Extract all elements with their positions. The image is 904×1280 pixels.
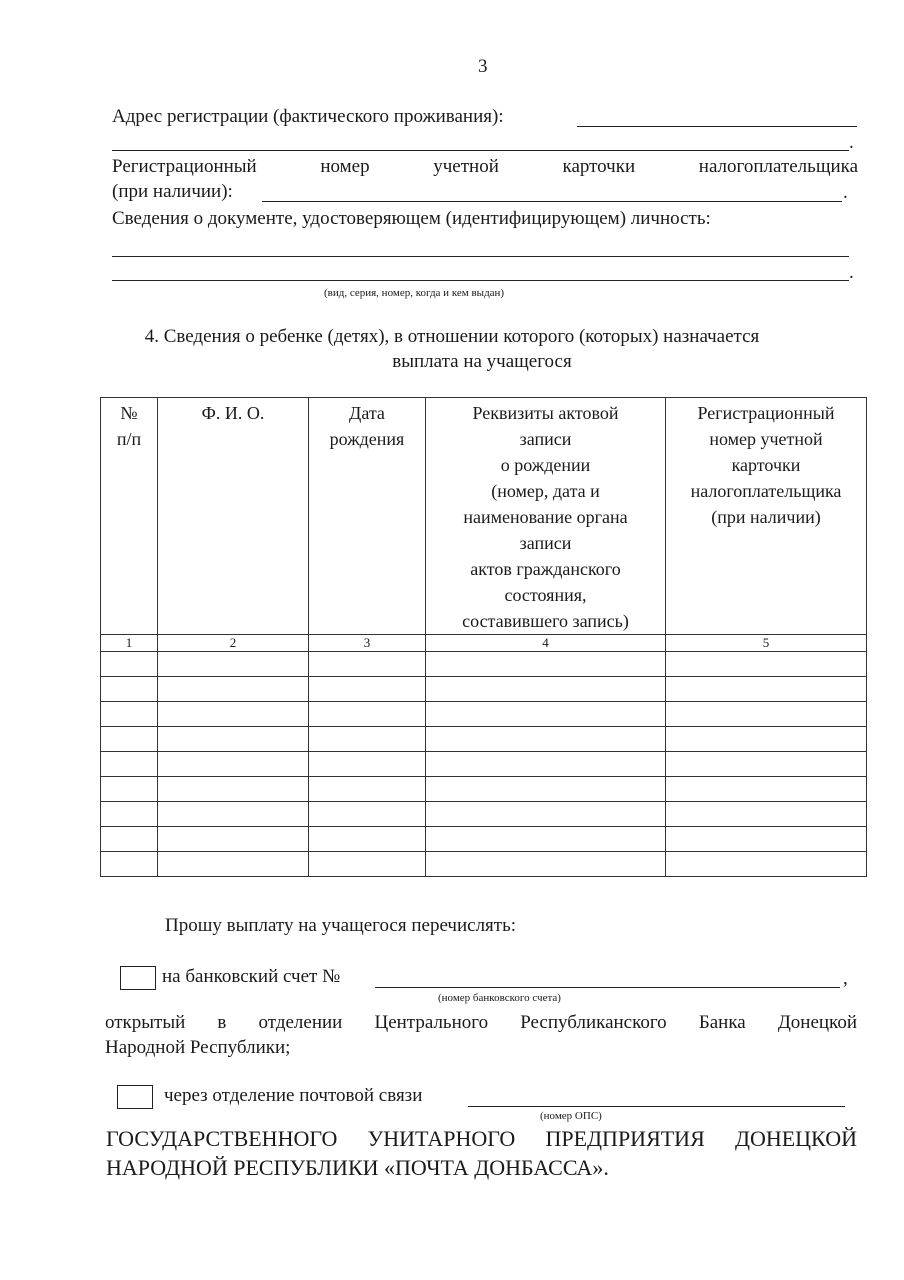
section4-title-line1: 4. Сведения о ребенке (детях), в отношении которого (которых) назначается: [144, 326, 760, 347]
tax-card-field-line[interactable]: [262, 201, 842, 202]
table-row: [101, 777, 867, 802]
bank-word: Центрального: [374, 1012, 489, 1033]
column-number: 4: [426, 635, 666, 652]
table-header-row: [101, 398, 867, 635]
table-cell[interactable]: [158, 852, 309, 877]
table-cell[interactable]: [309, 652, 426, 677]
bank-word: открытый: [105, 1012, 186, 1033]
tax-card-word: налогоплательщика: [698, 156, 858, 177]
bank-word: Республиканского: [520, 1012, 667, 1033]
table-cell[interactable]: [426, 652, 666, 677]
post-word: ДОНЕЦКОЙ: [734, 1126, 857, 1151]
table-cell[interactable]: [426, 777, 666, 802]
table-cell[interactable]: [666, 727, 867, 752]
table-cell[interactable]: [101, 677, 158, 702]
table-row: [101, 702, 867, 727]
table-cell[interactable]: [309, 677, 426, 702]
table-cell[interactable]: [101, 752, 158, 777]
bank-account-label: на банковский счет №: [162, 966, 341, 987]
table-cell[interactable]: [309, 777, 426, 802]
table-cell[interactable]: [158, 777, 309, 802]
tax-card-word: карточки: [562, 156, 636, 177]
table-cell[interactable]: [309, 702, 426, 727]
table-cell[interactable]: [309, 752, 426, 777]
bank-word: в: [217, 1012, 227, 1033]
bank-account-checkbox[interactable]: [120, 966, 156, 990]
table-cell[interactable]: [666, 802, 867, 827]
table-cell[interactable]: [666, 652, 867, 677]
bank-word: Банка: [698, 1012, 746, 1033]
table-cell[interactable]: [309, 827, 426, 852]
children-table: [100, 397, 867, 877]
table-cell[interactable]: [101, 802, 158, 827]
tax-card-word: Регистрационный: [112, 156, 257, 177]
header-birth-date: Дата рождения: [309, 398, 426, 635]
bank-account-caption: (номер банковского счета): [438, 992, 561, 1004]
table-cell[interactable]: [666, 752, 867, 777]
table-row: [101, 727, 867, 752]
bank-account-field-line[interactable]: [375, 987, 840, 988]
table-cell[interactable]: [158, 677, 309, 702]
post-office-field-line[interactable]: [468, 1106, 845, 1107]
identity-period: .: [849, 262, 854, 283]
address-field-line-1[interactable]: [577, 126, 857, 127]
table-cell[interactable]: [158, 827, 309, 852]
table-cell[interactable]: [426, 677, 666, 702]
table-cell[interactable]: [666, 777, 867, 802]
identity-field-line-2[interactable]: [112, 280, 849, 281]
post-word: ПРЕДПРИЯТИЯ: [545, 1126, 705, 1151]
column-number: 1: [101, 635, 158, 652]
tax-card-label-line1: [112, 156, 858, 178]
address-period: .: [849, 132, 854, 153]
table-cell[interactable]: [101, 702, 158, 727]
table-cell[interactable]: [158, 727, 309, 752]
header-tax-number: Регистрационный номер учетной карточки налогоплательщика (при наличии): [666, 398, 867, 635]
post-office-caption: (номер ОПС): [540, 1110, 602, 1122]
post-description-line1: [106, 1126, 857, 1152]
table-column-numbers-row: [101, 635, 867, 652]
header-full-name: Ф. И. О.: [158, 398, 309, 635]
table-cell[interactable]: [101, 727, 158, 752]
table-row: [101, 852, 867, 877]
post-office-checkbox[interactable]: [117, 1085, 153, 1109]
tax-card-period: .: [843, 182, 848, 203]
bank-word: отделении: [258, 1012, 343, 1033]
table-cell[interactable]: [426, 827, 666, 852]
identity-label: Сведения о документе, удостоверяющем (идентифицирующем) личность:: [112, 208, 711, 229]
table-cell[interactable]: [666, 677, 867, 702]
page-number: 3: [478, 56, 488, 77]
column-number: 3: [309, 635, 426, 652]
table-row: [101, 802, 867, 827]
table-cell[interactable]: [158, 752, 309, 777]
post-word: ГОСУДАРСТВЕННОГО: [106, 1126, 338, 1151]
table-cell[interactable]: [426, 702, 666, 727]
table-cell[interactable]: [158, 802, 309, 827]
tax-card-word: учетной: [433, 156, 499, 177]
table-cell[interactable]: [158, 652, 309, 677]
table-cell[interactable]: [101, 852, 158, 877]
table-cell[interactable]: [101, 827, 158, 852]
tax-card-label-line2: (при наличии):: [112, 181, 233, 202]
payment-request: Прошу выплату на учащегося перечислять:: [165, 915, 517, 936]
identity-field-line-1[interactable]: [112, 256, 849, 257]
column-number: 5: [666, 635, 867, 652]
post-word: УНИТАРНОГО: [367, 1126, 516, 1151]
header-birth-record: Реквизиты актовой записи о рождении (номер, дата и наименование органа записи актов гражданского состояния, составившего запись): [426, 398, 666, 635]
table-cell[interactable]: [309, 852, 426, 877]
header-number: № п/п: [101, 398, 158, 635]
table-cell[interactable]: [426, 727, 666, 752]
table-cell[interactable]: [666, 827, 867, 852]
table-cell[interactable]: [101, 777, 158, 802]
bank-word: Донецкой: [777, 1012, 857, 1033]
column-number: 2: [158, 635, 309, 652]
table-cell[interactable]: [666, 852, 867, 877]
address-field-line-2[interactable]: [112, 150, 849, 151]
tax-card-word: номер: [320, 156, 370, 177]
post-description-line2: НАРОДНОЙ РЕСПУБЛИКИ «ПОЧТА ДОНБАССА».: [106, 1155, 609, 1180]
table-cell[interactable]: [101, 652, 158, 677]
table-row: [101, 752, 867, 777]
table-cell[interactable]: [309, 802, 426, 827]
table-cell[interactable]: [309, 727, 426, 752]
bank-account-comma: ,: [843, 968, 848, 989]
identity-caption: (вид, серия, номер, когда и кем выдан): [324, 287, 505, 299]
bank-description-line1: [105, 1012, 857, 1034]
table-row: [101, 677, 867, 702]
table-cell[interactable]: [666, 702, 867, 727]
table-cell[interactable]: [426, 752, 666, 777]
table-cell[interactable]: [426, 802, 666, 827]
section4-title-line2: выплата на учащегося: [392, 351, 572, 372]
table-row: [101, 652, 867, 677]
table-row: [101, 827, 867, 852]
address-label: Адрес регистрации (фактического проживания):: [112, 106, 504, 127]
bank-description-line2: Народной Республики;: [105, 1037, 291, 1058]
table-cell[interactable]: [158, 702, 309, 727]
table-cell[interactable]: [426, 852, 666, 877]
post-office-label: через отделение почтовой связи: [164, 1085, 423, 1106]
